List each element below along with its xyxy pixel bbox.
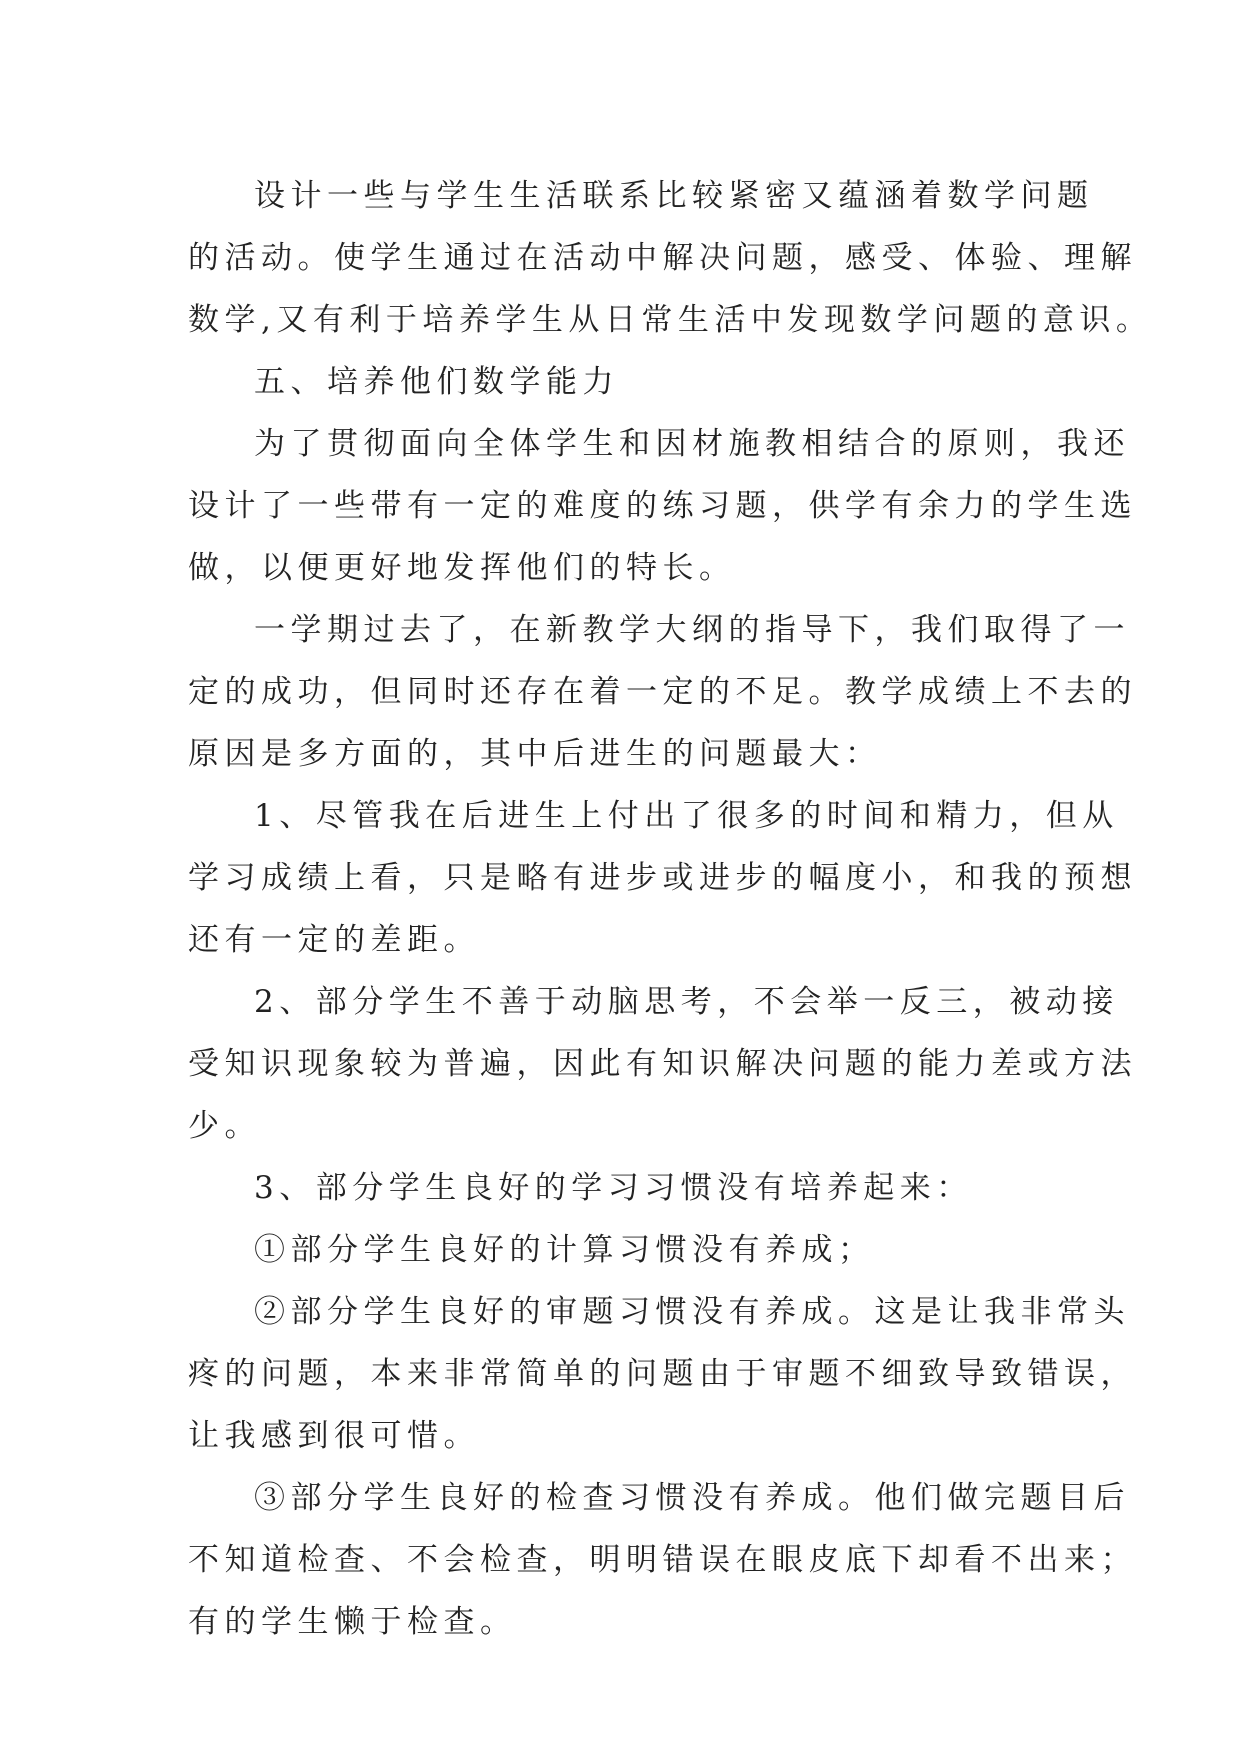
paragraph-line: 设计一些与学生生活联系比较紧密又蕴涵着数学问题 <box>254 178 1094 214</box>
paragraph-line: 受知识现象较为普遍，因此有知识解决问题的能力差或方法 <box>188 1046 1137 1082</box>
paragraph-line: 2、部分学生不善于动脑思考，不会举一反三，被动接 <box>254 984 1119 1020</box>
paragraph-line: 一学期过去了，在新教学大纲的指导下，我们取得了一 <box>254 612 1130 648</box>
paragraph-line: 还有一定的差距。 <box>188 922 480 958</box>
paragraph-line: 做，以便更好地发挥他们的特长。 <box>188 550 736 586</box>
paragraph-line: 3、部分学生良好的学习习惯没有培养起来： <box>254 1170 973 1206</box>
paragraph-line: 不知道检查、不会检查，明明错误在眼皮底下却看不出来； <box>188 1542 1137 1578</box>
paragraph-line: 数学,又有利于培养学生从日常生活中发现数学问题的意识。 <box>188 302 1153 338</box>
paragraph-line: 的活动。使学生通过在活动中解决问题，感受、体验、理解 <box>188 240 1137 276</box>
paragraph-line: 为了贯彻面向全体学生和因材施教相结合的原则，我还 <box>254 426 1130 462</box>
document-body <box>188 165 1153 1653</box>
paragraph-line: 原因是多方面的，其中后进生的问题最大： <box>188 736 882 772</box>
paragraph-line: 定的成功，但同时还存在着一定的不足。教学成绩上不去的 <box>188 674 1137 710</box>
paragraph-line: 少。 <box>188 1108 261 1144</box>
paragraph-line: ③部分学生良好的检查习惯没有养成。他们做完题目后 <box>254 1480 1130 1516</box>
paragraph-line: 让我感到很可惜。 <box>188 1418 480 1454</box>
paragraph-line: ②部分学生良好的审题习惯没有养成。这是让我非常头 <box>254 1294 1130 1330</box>
paragraph-line: 1、尽管我在后进生上付出了很多的时间和精力，但从 <box>254 798 1119 834</box>
paragraph-line: 设计了一些带有一定的难度的练习题，供学有余力的学生选 <box>188 488 1137 524</box>
paragraph-line: 有的学生懒于检查。 <box>188 1604 517 1640</box>
paragraph-line: ①部分学生良好的计算习惯没有养成； <box>254 1232 875 1268</box>
paragraph-line: 疼的问题，本来非常简单的问题由于审题不细致导致错误， <box>188 1356 1137 1392</box>
paragraph-line: 学习成绩上看，只是略有进步或进步的幅度小，和我的预想 <box>188 860 1137 896</box>
section-heading: 五、培养他们数学能力 <box>254 364 619 400</box>
